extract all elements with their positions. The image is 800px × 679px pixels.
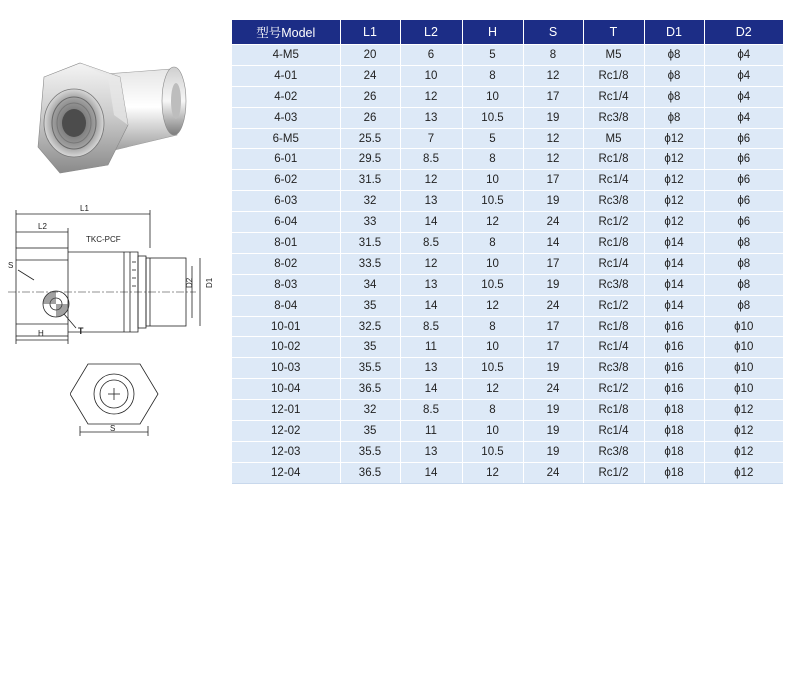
cell-l1: 32.5 <box>340 316 400 337</box>
cell-s: 14 <box>523 233 583 254</box>
cell-l2: 13 <box>400 107 462 128</box>
spec-table <box>232 20 783 484</box>
cell-d2: ϕ10 <box>704 379 783 400</box>
cell-d2: ϕ6 <box>704 149 783 170</box>
table-row <box>232 274 783 295</box>
dim-d2-label: D2 <box>185 277 194 288</box>
cell-d1: ϕ12 <box>644 191 704 212</box>
table-row <box>232 191 783 212</box>
cell-d2: ϕ10 <box>704 316 783 337</box>
cell-s: 19 <box>523 274 583 295</box>
dim-l2-label: L2 <box>38 222 47 231</box>
table-row <box>232 379 783 400</box>
cell-model: 8-02 <box>232 253 340 274</box>
cell-model: 10-03 <box>232 358 340 379</box>
cell-t: Rc3/8 <box>583 441 644 462</box>
cell-s: 17 <box>523 86 583 107</box>
cell-s: 19 <box>523 400 583 421</box>
cell-model: 10-01 <box>232 316 340 337</box>
cell-model: 6-M5 <box>232 128 340 149</box>
cell-l2: 14 <box>400 295 462 316</box>
product-photo <box>22 55 192 185</box>
table-row <box>232 295 783 316</box>
cell-model: 12-03 <box>232 441 340 462</box>
cell-t: Rc1/4 <box>583 170 644 191</box>
cell-h: 10.5 <box>462 358 523 379</box>
cell-d1: ϕ18 <box>644 421 704 442</box>
cell-h: 10.5 <box>462 441 523 462</box>
column-header-h: H <box>462 20 523 45</box>
dim-s-label: S <box>8 261 14 270</box>
cell-s: 24 <box>523 379 583 400</box>
dim-h-label: H <box>38 329 44 338</box>
cell-l2: 8.5 <box>400 400 462 421</box>
cell-l2: 11 <box>400 337 462 358</box>
cell-l2: 7 <box>400 128 462 149</box>
cell-t: Rc1/2 <box>583 379 644 400</box>
cell-t: Rc1/4 <box>583 253 644 274</box>
cell-t: M5 <box>583 128 644 149</box>
cell-s: 24 <box>523 212 583 233</box>
cell-d2: ϕ6 <box>704 191 783 212</box>
cell-l1: 33.5 <box>340 253 400 274</box>
cell-h: 10 <box>462 253 523 274</box>
cell-h: 12 <box>462 212 523 233</box>
illustration-panel <box>0 0 228 679</box>
cell-model: 12-02 <box>232 421 340 442</box>
cell-d1: ϕ8 <box>644 45 704 66</box>
cell-l1: 33 <box>340 212 400 233</box>
cell-d2: ϕ12 <box>704 421 783 442</box>
cell-s: 12 <box>523 128 583 149</box>
cell-l2: 12 <box>400 170 462 191</box>
column-header-model: 型号Model <box>232 20 340 45</box>
cell-t: Rc1/4 <box>583 86 644 107</box>
cell-l1: 35.5 <box>340 358 400 379</box>
cell-model: 8-03 <box>232 274 340 295</box>
cell-model: 12-01 <box>232 400 340 421</box>
cell-l1: 35.5 <box>340 441 400 462</box>
table-row <box>232 107 783 128</box>
cell-s: 17 <box>523 337 583 358</box>
table-row <box>232 358 783 379</box>
cell-t: Rc1/4 <box>583 421 644 442</box>
hex-end-view <box>70 360 160 440</box>
cell-h: 12 <box>462 379 523 400</box>
cell-l1: 35 <box>340 421 400 442</box>
cell-d2: ϕ12 <box>704 400 783 421</box>
column-header-s: S <box>523 20 583 45</box>
table-row <box>232 421 783 442</box>
cell-h: 8 <box>462 400 523 421</box>
cell-h: 12 <box>462 462 523 483</box>
column-header-l1: L1 <box>340 20 400 45</box>
cell-d1: ϕ14 <box>644 274 704 295</box>
cell-d2: ϕ4 <box>704 86 783 107</box>
cell-model: 4-01 <box>232 65 340 86</box>
cell-s: 19 <box>523 441 583 462</box>
column-header-d1: D1 <box>644 20 704 45</box>
cell-h: 10.5 <box>462 191 523 212</box>
cell-d2: ϕ8 <box>704 233 783 254</box>
dimension-drawing <box>0 200 228 350</box>
cell-model: 4-M5 <box>232 45 340 66</box>
cell-h: 12 <box>462 295 523 316</box>
cell-model: 12-04 <box>232 462 340 483</box>
table-row <box>232 149 783 170</box>
cell-d2: ϕ12 <box>704 462 783 483</box>
cell-l1: 26 <box>340 86 400 107</box>
cell-s: 17 <box>523 316 583 337</box>
cell-model: 6-02 <box>232 170 340 191</box>
table-row <box>232 233 783 254</box>
cell-d2: ϕ10 <box>704 337 783 358</box>
cell-l2: 8.5 <box>400 149 462 170</box>
cell-h: 10 <box>462 170 523 191</box>
cell-s: 24 <box>523 295 583 316</box>
table-body <box>232 45 783 484</box>
cell-l1: 29.5 <box>340 149 400 170</box>
table-row <box>232 86 783 107</box>
table-row <box>232 400 783 421</box>
cell-l1: 31.5 <box>340 233 400 254</box>
cell-h: 5 <box>462 128 523 149</box>
cell-t: Rc3/8 <box>583 274 644 295</box>
cell-model: 10-02 <box>232 337 340 358</box>
table-row <box>232 462 783 483</box>
cell-model: 6-01 <box>232 149 340 170</box>
cell-h: 10 <box>462 337 523 358</box>
cell-d1: ϕ18 <box>644 462 704 483</box>
cell-h: 5 <box>462 45 523 66</box>
dim-l1-label: L1 <box>80 204 89 213</box>
hex-dim-s-label: S <box>110 424 116 433</box>
cell-d2: ϕ4 <box>704 65 783 86</box>
cell-l2: 12 <box>400 253 462 274</box>
dim-d1-label: D1 <box>205 277 214 288</box>
table-row <box>232 170 783 191</box>
cell-d1: ϕ16 <box>644 337 704 358</box>
cell-d1: ϕ8 <box>644 86 704 107</box>
cell-l1: 20 <box>340 45 400 66</box>
cell-h: 10.5 <box>462 274 523 295</box>
cell-t: Rc3/8 <box>583 191 644 212</box>
cell-l2: 14 <box>400 462 462 483</box>
cell-t: Rc3/8 <box>583 107 644 128</box>
dim-t-label: T <box>78 326 84 336</box>
cell-t: Rc1/8 <box>583 149 644 170</box>
cell-s: 17 <box>523 170 583 191</box>
cell-d1: ϕ16 <box>644 379 704 400</box>
cell-d1: ϕ16 <box>644 316 704 337</box>
cell-d2: ϕ6 <box>704 170 783 191</box>
cell-h: 10.5 <box>462 107 523 128</box>
cell-l1: 35 <box>340 295 400 316</box>
cell-l2: 13 <box>400 441 462 462</box>
table-row <box>232 65 783 86</box>
cell-d1: ϕ12 <box>644 212 704 233</box>
table-row <box>232 316 783 337</box>
cell-d2: ϕ6 <box>704 128 783 149</box>
cell-s: 8 <box>523 45 583 66</box>
cell-model: 8-04 <box>232 295 340 316</box>
cell-l2: 13 <box>400 358 462 379</box>
table-row <box>232 212 783 233</box>
cell-l2: 11 <box>400 421 462 442</box>
cell-d1: ϕ14 <box>644 233 704 254</box>
cell-t: Rc1/2 <box>583 212 644 233</box>
cell-l1: 31.5 <box>340 170 400 191</box>
cell-l2: 13 <box>400 274 462 295</box>
cell-s: 19 <box>523 107 583 128</box>
cell-h: 8 <box>462 233 523 254</box>
cell-t: M5 <box>583 45 644 66</box>
cell-d1: ϕ12 <box>644 170 704 191</box>
cell-d2: ϕ12 <box>704 441 783 462</box>
cell-l2: 10 <box>400 65 462 86</box>
cell-model: 8-01 <box>232 233 340 254</box>
cell-d1: ϕ16 <box>644 358 704 379</box>
cell-l1: 36.5 <box>340 379 400 400</box>
cell-model: 4-03 <box>232 107 340 128</box>
table-header-row <box>232 20 783 45</box>
cell-d2: ϕ10 <box>704 358 783 379</box>
cell-h: 8 <box>462 149 523 170</box>
cell-t: Rc1/2 <box>583 295 644 316</box>
cell-l1: 25.5 <box>340 128 400 149</box>
cell-l1: 36.5 <box>340 462 400 483</box>
cell-model: 4-02 <box>232 86 340 107</box>
cell-d2: ϕ6 <box>704 212 783 233</box>
column-header-l2: L2 <box>400 20 462 45</box>
cell-h: 10 <box>462 421 523 442</box>
cell-l1: 26 <box>340 107 400 128</box>
cell-t: Rc1/4 <box>583 337 644 358</box>
cell-l2: 12 <box>400 86 462 107</box>
cell-d2: ϕ8 <box>704 274 783 295</box>
cell-s: 12 <box>523 149 583 170</box>
cell-l2: 8.5 <box>400 316 462 337</box>
cell-d1: ϕ14 <box>644 295 704 316</box>
column-header-t: T <box>583 20 644 45</box>
cell-l1: 32 <box>340 191 400 212</box>
cell-s: 19 <box>523 358 583 379</box>
model-label: TKC-PCF <box>86 235 121 244</box>
cell-s: 17 <box>523 253 583 274</box>
cell-t: Rc1/8 <box>583 233 644 254</box>
cell-d1: ϕ18 <box>644 441 704 462</box>
cell-l1: 34 <box>340 274 400 295</box>
cell-d1: ϕ8 <box>644 65 704 86</box>
cell-h: 8 <box>462 65 523 86</box>
cell-d2: ϕ4 <box>704 45 783 66</box>
cell-l1: 32 <box>340 400 400 421</box>
cell-d2: ϕ8 <box>704 253 783 274</box>
cell-d1: ϕ18 <box>644 400 704 421</box>
cell-t: Rc1/8 <box>583 65 644 86</box>
cell-d1: ϕ12 <box>644 128 704 149</box>
table-row <box>232 337 783 358</box>
table-row <box>232 441 783 462</box>
cell-s: 24 <box>523 462 583 483</box>
cell-d2: ϕ8 <box>704 295 783 316</box>
cell-d2: ϕ4 <box>704 107 783 128</box>
cell-s: 19 <box>523 421 583 442</box>
cell-t: Rc1/2 <box>583 462 644 483</box>
cell-model: 6-03 <box>232 191 340 212</box>
table-row <box>232 253 783 274</box>
table-row <box>232 128 783 149</box>
cell-l2: 8.5 <box>400 233 462 254</box>
cell-s: 19 <box>523 191 583 212</box>
table-row <box>232 45 783 66</box>
cell-t: Rc1/8 <box>583 400 644 421</box>
cell-h: 10 <box>462 86 523 107</box>
cell-l2: 14 <box>400 379 462 400</box>
cell-t: Rc1/8 <box>583 316 644 337</box>
column-header-d2: D2 <box>704 20 783 45</box>
cell-d1: ϕ14 <box>644 253 704 274</box>
cell-model: 6-04 <box>232 212 340 233</box>
cell-d1: ϕ8 <box>644 107 704 128</box>
cell-d1: ϕ12 <box>644 149 704 170</box>
cell-h: 8 <box>462 316 523 337</box>
cell-l2: 13 <box>400 191 462 212</box>
cell-model: 10-04 <box>232 379 340 400</box>
cell-s: 12 <box>523 65 583 86</box>
cell-l2: 6 <box>400 45 462 66</box>
cell-l2: 14 <box>400 212 462 233</box>
cell-l1: 24 <box>340 65 400 86</box>
cell-l1: 35 <box>340 337 400 358</box>
cell-t: Rc3/8 <box>583 358 644 379</box>
